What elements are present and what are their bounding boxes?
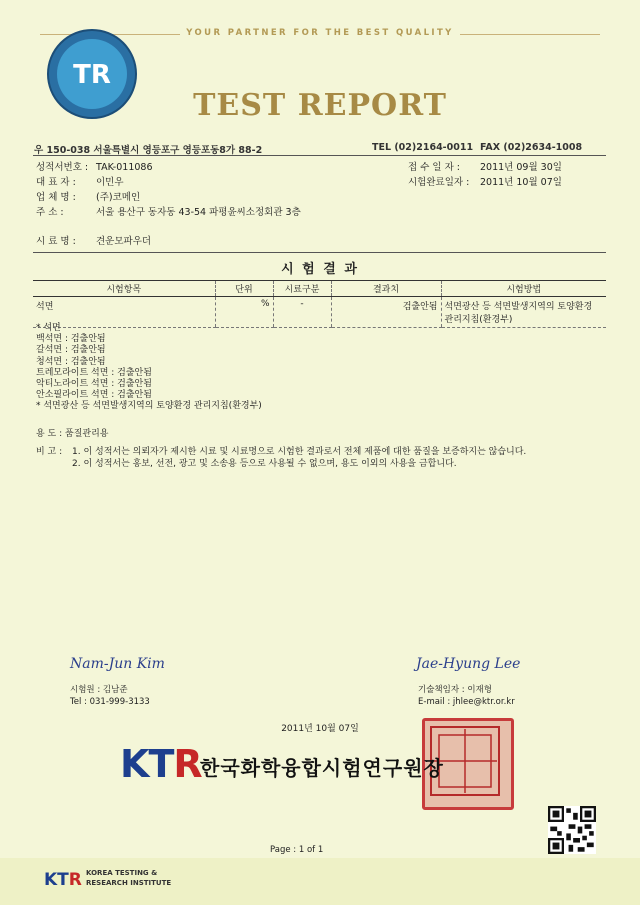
complete-date: 2011년 10월 07일 [480,177,562,188]
cell-sample-type: - [273,297,331,328]
results-table [33,280,606,328]
remarks-label: 비 고 : [36,447,63,457]
company-label: 업 체 명 : [36,192,76,203]
company-address: 서울 용산구 동자동 43-54 파평윤씨소정회관 3층 [96,207,301,218]
tester-tel: Tel : 031-999-3133 [70,697,150,707]
remark-line: 2. 이 성적서는 홍보, 선전, 광고 및 소송용 등으로 사용될 수 없으며, 용도 이외의 사용을 금합니다. [72,459,457,469]
cell-method: 석면광산 등 석면발생지역의 토양환경 관리지침(환경부) [441,297,606,328]
sample-name: 견운모파우더 [96,236,152,247]
results-header-row [33,281,606,297]
cell-item: 석면 [33,297,215,328]
col-sample-type: 시료구분 [273,281,331,297]
emblem-text: TR [73,60,111,90]
manager-email: E-mail : jhlee@ktr.or.kr [418,697,515,707]
col-item: 시험항목 [33,281,215,297]
notes [36,323,262,413]
info-left [36,160,301,220]
remarks [36,446,526,470]
report-title: TEST REPORT [193,88,447,123]
tester-label: 시험원 : 김남준 [70,685,128,695]
manager-info [418,684,515,708]
info-right [408,160,562,190]
issue-date: 2011년 10월 07일 [281,724,359,734]
rep: 이민우 [96,177,124,188]
sample-label: 시 료 명 : [36,236,76,247]
note-line: 백석면 : 검출안됨 [36,334,106,345]
col-result: 결과치 [331,281,441,297]
sample-line [36,234,151,249]
institute-name: 한국화학융합시험연구원장 [200,756,444,780]
footer-institute-name: KOREA TESTING & RESEARCH INSTITUTE [86,869,172,887]
note-line: 악티노라이트 석면 : 검출안됨 [36,379,152,390]
tester-info [70,684,150,708]
note-line: * 석면광산 등 석면발생지역의 토양환경 관리지침(환경부) [36,401,262,412]
report-no-label: 성적서번호 : [36,162,89,173]
tester-signature: Nam-Jun Kim [70,656,165,672]
cell-result: 검출안됨 [331,297,441,328]
receipt-label: 접 수 일 자 : [408,162,460,173]
rep-label: 대 표 자 : [36,177,76,188]
note-line: 트레모라이트 석면 : 검출안됨 [36,367,152,378]
manager-label: 기술책임자 : 이재형 [418,685,492,695]
tagline: YOUR PARTNER FOR THE BEST QUALITY [186,28,454,38]
manager-signature: Jae-Hyung Lee [416,656,521,672]
usage: 용 도 : 품질관리용 [36,429,109,439]
addr-label: 주 소 : [36,207,64,218]
note-line: 청석면 : 검출안됨 [36,356,106,367]
note-line: 안소필라이트 석면 : 검출안됨 [36,390,152,401]
results-title: 시 험 결 과 [281,262,359,277]
footer-logo: KTR [44,870,82,890]
company: (주)코메인 [96,192,141,203]
complete-label: 시험완료일자 : [408,177,470,188]
remark-line: 1. 이 성적서는 의뢰자가 제시한 시료 및 시료명으로 시험한 결과로서 전체 제품에 대한 품질을 보증하지는 않습니다. [72,447,527,457]
col-method: 시험방법 [441,281,606,297]
page-number: Page : 1 of 1 [270,845,324,855]
col-unit: 단위 [215,281,273,297]
qr-code-icon [548,806,596,854]
header-rule [33,155,606,156]
sample-rule [33,252,606,253]
address: 우 150-038 서울특별시 영등포구 영등포동8가 88-2 [34,145,263,156]
tel: TEL (02)2164-0011 [372,142,474,153]
note-line: 갈석면 : 검출안됨 [36,345,106,356]
cell-unit: % [215,297,273,328]
note-line: * 석면 [36,323,61,333]
report-no: TAK-011086 [96,162,153,173]
fax: FAX (02)2634-1008 [480,142,583,153]
institute-logo: KTR [120,742,202,786]
receipt-date: 2011년 09월 30일 [480,162,562,173]
